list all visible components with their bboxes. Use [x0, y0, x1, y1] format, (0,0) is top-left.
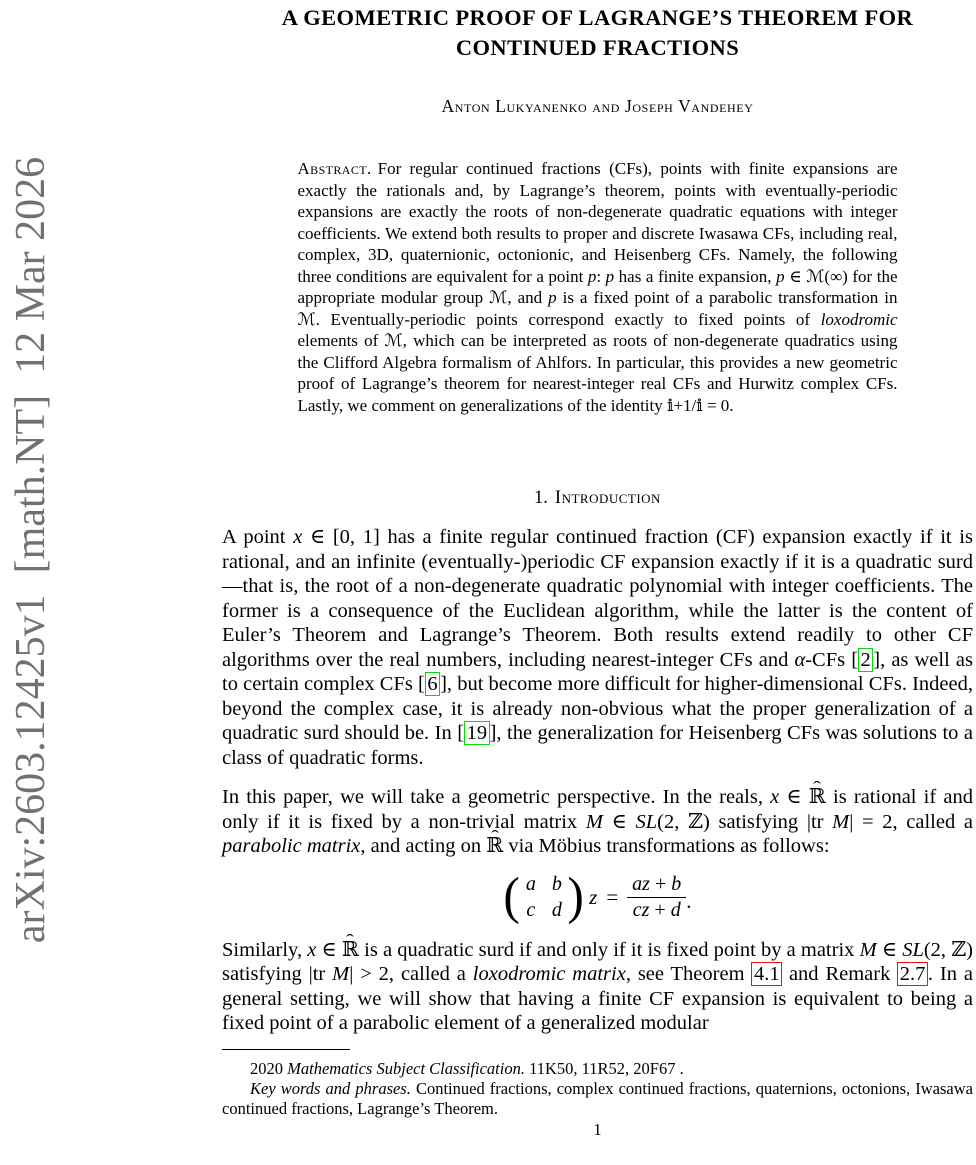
- text-segment: x: [293, 526, 303, 548]
- title-line-1: A GEOMETRIC PROOF OF LAGRANGE’S THEOREM FOR: [281, 5, 914, 30]
- page-number: 1: [593, 1119, 602, 1139]
- equation-period: .: [686, 888, 692, 913]
- text-segment: ℝ ˆ: [342, 938, 359, 963]
- text-segment: | > 2, called a: [349, 963, 473, 985]
- text-segment: | = 2, called a: [849, 810, 973, 833]
- open-paren: (: [503, 867, 521, 925]
- internal-ref-link[interactable]: 4.1: [751, 962, 782, 986]
- text-segment: ∈: [876, 938, 903, 961]
- section-title: Introduction: [554, 488, 661, 508]
- matrix-cell-b: b: [551, 872, 562, 895]
- text-segment: Mathematics Subject Classification.: [287, 1058, 525, 1078]
- text-segment: ∈: [602, 810, 636, 833]
- authors: Anton Lukyanenko and Joseph Vandehey: [441, 96, 754, 116]
- text-segment: +: [649, 872, 672, 895]
- text-segment: M: [859, 938, 877, 961]
- paragraph-1: [222, 525, 973, 770]
- title-line-2: CONTINUED FRACTIONS: [455, 35, 740, 60]
- text-segment: M: [332, 963, 350, 985]
- paragraph-3: [222, 938, 973, 1036]
- text-segment: :: [596, 266, 606, 286]
- text-segment: loxodromic matrix: [472, 963, 626, 985]
- text-segment: elements of ℳ, which can be interpreted as roots of non-degenerate quadratics using the Clifford Algebra formalism of Ahlfors. In particular, this provides a new geometric proof of Lagrange’s theorem for nearest-integer real CFs and Hurwitz complex CFs. Lastly, we comment on generalizations of the identity 𝕚+1/𝕚 = 0.: [297, 331, 898, 415]
- text-segment: is rational if and only if it is fixed by a non-trivial matrix: [222, 786, 973, 833]
- text-segment: ℝ ˆ: [486, 834, 503, 859]
- abstract-text: [298, 159, 898, 415]
- text-segment: ℝ ˆ: [809, 785, 826, 810]
- text-segment: 2020: [250, 1058, 288, 1078]
- text-segment: SL: [902, 938, 924, 961]
- text-segment: p: [548, 288, 557, 307]
- paper-title: [222, 0, 973, 63]
- text-segment: M: [585, 810, 603, 833]
- footnote-keywords: [222, 1079, 973, 1119]
- text-segment: via Möbius transformations as follows:: [503, 835, 830, 857]
- text-segment: . In a general setting, we will show that having a finite CF expansion is equivalent to being a fixed point of a parabolic element of a generalized modular: [222, 963, 973, 1034]
- text-segment: x: [307, 938, 317, 961]
- text-segment: ∈ [0, 1] has a finite regular continued fraction (CF) expansion exactly if it is rational, and an infinite (eventually-)periodic CF expansion exactly if it is a quadratic surd—that is, the root of a non-degenerate quadratic polynomial with integer coefficients. The former is a consequence of the Euclidean algorithm, while the latter is the content of Euler’s Theorem and Lagrange’s Theorem. Both results extend readily to other CF algorithms over the real numbers, including nearest-integer CFs and: [222, 526, 973, 671]
- text-segment: az: [632, 872, 650, 895]
- text-segment: ], as well as to certain complex CFs [: [222, 648, 973, 695]
- text-segment: has a finite expansion,: [614, 266, 777, 286]
- matrix-cell-d: d: [551, 898, 562, 921]
- text-segment: (2, ℤ) satisfying |tr: [222, 938, 974, 985]
- text-segment: , and acting on: [360, 835, 487, 857]
- text-segment: -CFs [: [805, 648, 859, 671]
- text-segment: ∈: [779, 786, 809, 808]
- equation-variable: z: [589, 884, 598, 909]
- text-segment: loxodromic: [820, 309, 898, 329]
- arxiv-watermark: arXiv:2603.12425v1 [math.NT] 12 Mar 2026: [8, 156, 54, 944]
- citation-link[interactable]: 2: [858, 648, 873, 672]
- section-heading: [222, 487, 973, 510]
- text-segment: ∈: [316, 938, 342, 961]
- text-segment: d: [670, 898, 681, 921]
- abstract-block: [298, 158, 898, 416]
- text-segment: In this paper, we will take a geometric perspective. In the reals,: [222, 786, 771, 808]
- text-segment: +: [649, 898, 671, 921]
- text-segment: For regular continued fractions (CFs), points with finite expansions are exactly the rationals and, by Lagrange’s theorem, points with eventually-periodic expansions are exactly the roots of non-degenerate quadratic equations with integer coefficients. We extend both results to proper and discrete Iwasawa CFs, including real, complex, 3D, quaternionic, octonionic, and Heisenberg CFs. Namely, the following three conditions are equivalent for a point: [297, 159, 898, 286]
- fraction-denominator: [628, 898, 686, 923]
- text-segment: ], the generalization for Heisenberg CFs was solutions to a class of quadratic forms.: [222, 722, 973, 769]
- close-paren: ): [567, 867, 584, 925]
- text-segment: ∈ ℳ(∞) for the appropriate modular group ℳ, and: [297, 266, 898, 307]
- text-segment: parabolic matrix: [222, 835, 361, 857]
- matrix: [521, 872, 567, 923]
- footnotes: [222, 1059, 973, 1119]
- text-segment: A point: [222, 526, 294, 548]
- matrix-cell-c: c: [526, 898, 536, 921]
- section-number: 1.: [534, 488, 548, 508]
- text-segment: M: [832, 810, 850, 833]
- text-segment: is a fixed point of a parabolic transformation in ℳ. Eventually-periodic points correspond exactly to fixed points of: [297, 288, 898, 329]
- text-segment: α: [794, 648, 806, 671]
- text-segment: and Remark: [782, 963, 898, 985]
- fraction-numerator: [627, 872, 686, 898]
- text-segment: ], but become more difficult for higher-dimensional CFs. Indeed, beyond the complex case, it is already non-obvious what the proper generalization of a quadratic surd should be. In [: [222, 673, 973, 744]
- citation-link[interactable]: 6: [425, 672, 440, 696]
- paper-content: [222, 0, 973, 1140]
- text-segment: Continued fractions, complex continued fractions, quaternions, octonions, Iwasawa continued fractions, Lagrange’s Theorem.: [222, 1078, 973, 1118]
- text-segment: p: [587, 266, 597, 286]
- text-segment: Key words and phrases.: [250, 1078, 411, 1098]
- text-segment: 11K50, 11R52, 20F67 .: [524, 1058, 684, 1078]
- text-segment: (2, ℤ) satisfying |tr: [657, 810, 833, 833]
- footnote-rule: [222, 1049, 350, 1050]
- text-segment: , see Theorem: [625, 963, 752, 985]
- fraction: [627, 872, 686, 923]
- equation-middle: [589, 885, 618, 910]
- text-segment: SL: [635, 810, 658, 833]
- text-segment: Similarly,: [222, 938, 308, 961]
- text-segment: b: [671, 872, 682, 895]
- abstract-label: Abstract.: [297, 159, 372, 178]
- text-segment: p: [776, 266, 785, 286]
- display-equation: [222, 867, 973, 925]
- text-segment: p: [605, 266, 615, 286]
- text-segment: cz: [632, 898, 650, 921]
- footnote-msc: [222, 1059, 973, 1079]
- text-segment: x: [770, 786, 780, 808]
- text-segment: is a quadratic surd if and only if it is fixed point by a matrix: [358, 938, 860, 961]
- equals-sign: =: [606, 884, 619, 909]
- citation-link[interactable]: 19: [464, 721, 490, 745]
- paragraph-2: [222, 785, 973, 859]
- matrix-cell-a: a: [525, 872, 536, 895]
- internal-ref-link[interactable]: 2.7: [897, 962, 928, 986]
